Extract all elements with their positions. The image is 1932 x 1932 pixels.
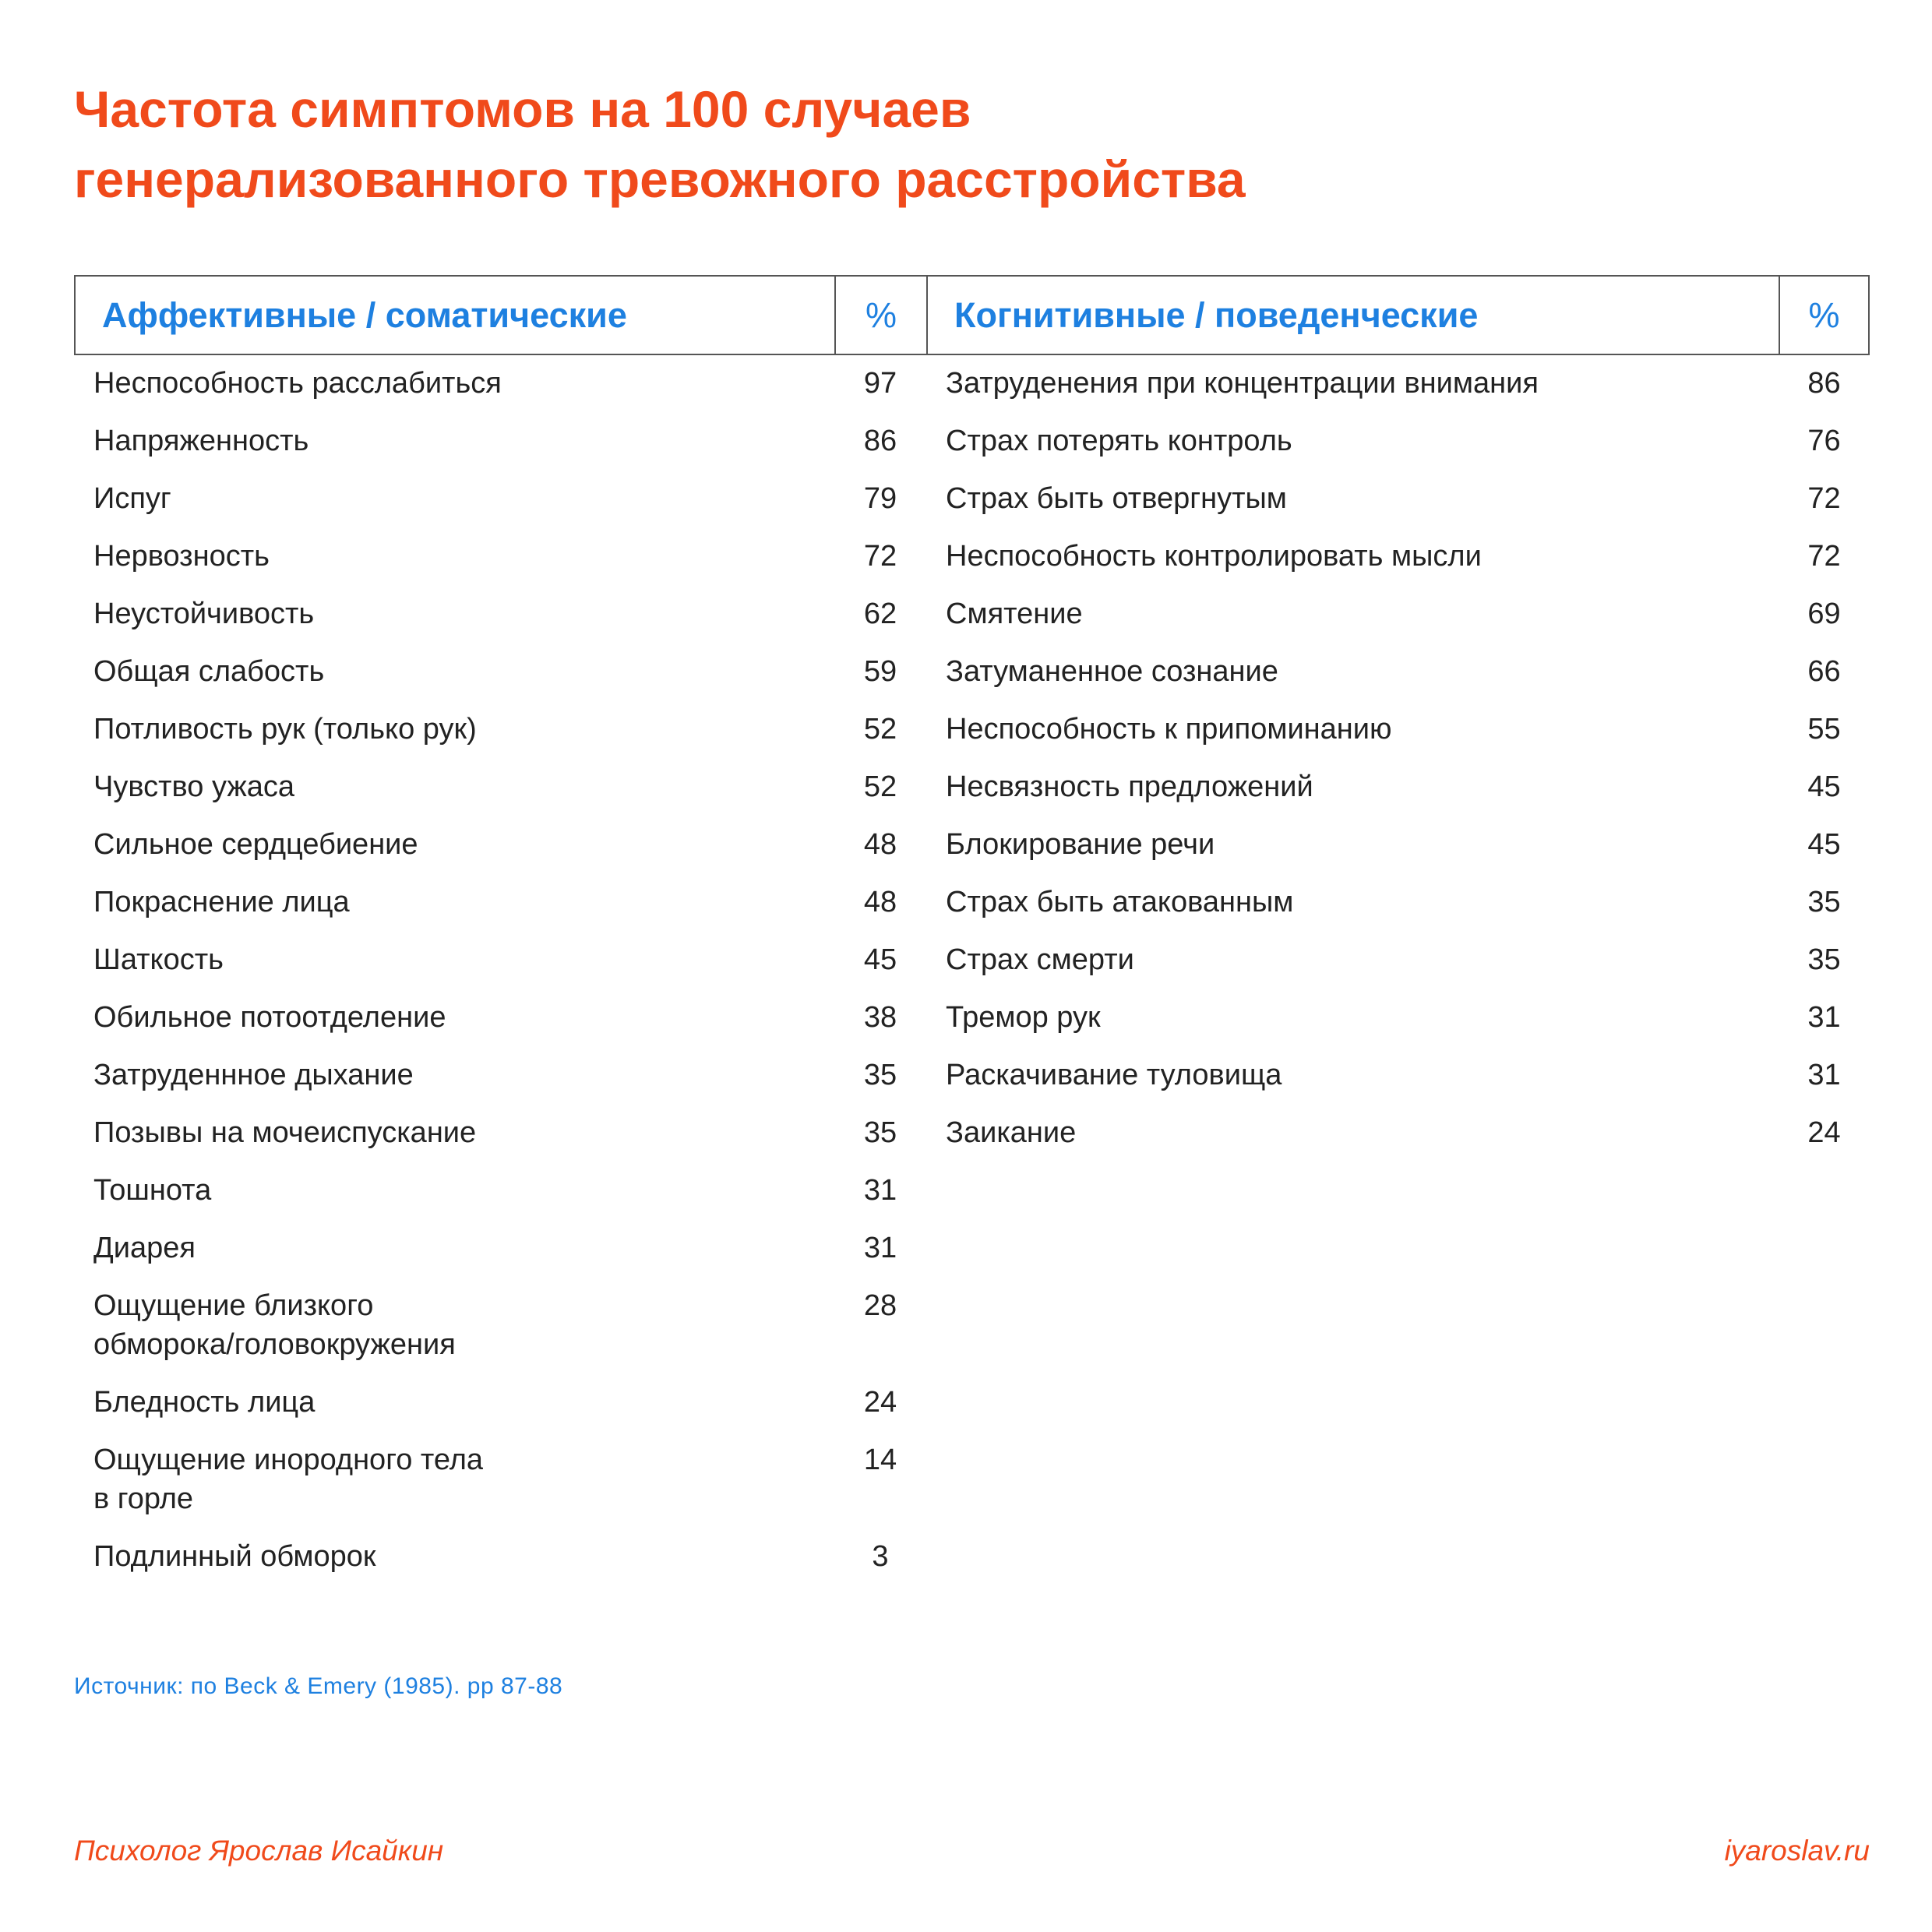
source-citation: Источник: по Beck & Emery (1985). pp 87-88 — [74, 1673, 563, 1699]
symptom-percent: 24 — [1807, 1116, 1841, 1149]
symptom-name: Страх потерять контроль — [946, 425, 1292, 457]
table-row — [74, 528, 926, 586]
symptom-percent: 45 — [1807, 828, 1841, 861]
symptom-name: Напряженность — [93, 425, 309, 457]
table-row — [74, 874, 926, 932]
symptom-percent: 3 — [872, 1540, 889, 1573]
symptom-percent: 62 — [863, 598, 897, 630]
table-row — [74, 1105, 926, 1162]
right-column-header: Когнитивные / поведенческие — [928, 277, 1780, 354]
table-row — [74, 1220, 926, 1278]
symptom-name: Чувство ужаса — [93, 770, 295, 803]
left-column-header: Аффективные / соматические — [76, 277, 836, 354]
symptom-name: Неспособность контролировать мысли — [946, 540, 1482, 573]
table-row — [926, 701, 1870, 759]
table-row — [926, 1105, 1870, 1162]
symptom-percent: 31 — [1807, 1001, 1841, 1034]
table-row — [74, 1162, 926, 1220]
table-header — [74, 275, 1870, 355]
symptom-percent: 35 — [863, 1116, 897, 1149]
symptom-percent: 66 — [1807, 655, 1841, 688]
symptom-percent: 86 — [1807, 367, 1841, 400]
symptom-name: Неустойчивость — [93, 598, 315, 630]
symptom-percent: 72 — [1807, 482, 1841, 515]
symptom-name: Сильное сердцебиение — [93, 828, 418, 861]
symptom-name: Испуг — [93, 482, 171, 515]
symptom-percent: 31 — [1807, 1059, 1841, 1091]
author-name: Психолог Ярослав Исайкин — [74, 1835, 444, 1867]
table-row — [74, 643, 926, 701]
symptom-percent: 48 — [863, 828, 897, 861]
symptom-name: Неспособность расслабиться — [93, 367, 502, 400]
site-link[interactable]: iyaroslav.ru — [1724, 1835, 1870, 1867]
symptom-name: Позывы на мочеиспускание — [93, 1116, 477, 1149]
symptom-name: Тремор рук — [946, 1001, 1101, 1034]
symptom-name: Диарея — [93, 1232, 196, 1264]
symptom-percent: 52 — [863, 770, 897, 803]
left-percent-header: % — [836, 277, 928, 354]
right-percent-header: % — [1808, 294, 1840, 335]
table-row — [74, 932, 926, 989]
table-row — [926, 1047, 1870, 1105]
table-row — [74, 816, 926, 874]
symptom-percent: 24 — [863, 1386, 897, 1419]
symptom-percent: 31 — [863, 1174, 897, 1207]
symptom-percent: 72 — [863, 540, 897, 573]
symptom-percent: 35 — [1807, 943, 1841, 976]
symptom-name: Раскачивание туловища — [946, 1059, 1282, 1091]
symptom-percent: 86 — [863, 425, 897, 457]
symptom-percent: 55 — [1807, 713, 1841, 746]
symptom-name: Покраснение лица — [93, 886, 350, 918]
table-row — [926, 932, 1870, 989]
symptom-percent: 97 — [863, 367, 897, 400]
symptom-name: Бледность лица — [93, 1386, 316, 1419]
symptom-percent: 69 — [1807, 598, 1841, 630]
symptom-name: Тошнота — [93, 1174, 212, 1207]
title-line-2: генерализованного тревожного расстройства — [74, 150, 1246, 208]
symptom-name: Ощущение инородного тела в горле — [93, 1444, 484, 1515]
symptom-percent: 28 — [863, 1289, 897, 1322]
table-row — [74, 413, 926, 471]
symptom-name: Нервозность — [93, 540, 270, 573]
symptom-name: Несвязность предложений — [946, 770, 1313, 803]
symptom-percent: 48 — [863, 886, 897, 918]
symptom-percent: 38 — [863, 1001, 897, 1034]
symptom-name: Общая слабость — [93, 655, 325, 688]
symptom-percent: 52 — [863, 713, 897, 746]
symptom-name: Смятение — [946, 598, 1083, 630]
symptom-percent: 31 — [863, 1232, 897, 1264]
symptom-percent: 76 — [1807, 425, 1841, 457]
symptom-name: Заикание — [946, 1116, 1077, 1149]
table-row — [74, 1374, 926, 1432]
symptom-name: Неспособность к припоминанию — [946, 713, 1392, 746]
symptom-name: Потливость рук (только рук) — [93, 713, 477, 746]
page-title — [74, 74, 1788, 214]
left-column — [74, 355, 926, 1586]
symptom-percent: 59 — [863, 655, 897, 688]
table-row — [74, 759, 926, 816]
table-row — [926, 355, 1870, 413]
table-row — [926, 874, 1870, 932]
right-column — [926, 355, 1870, 1162]
symptom-name: Страх смерти — [946, 943, 1134, 976]
symptom-name: Страх быть отвергнутым — [946, 482, 1287, 515]
table-row — [74, 1278, 926, 1374]
symptom-percent: 45 — [863, 943, 897, 976]
symptom-name: Страх быть атакованным — [946, 886, 1294, 918]
table-row — [926, 643, 1870, 701]
table-row — [926, 586, 1870, 643]
symptom-name: Ощущение близкого обморока/головокружения — [93, 1289, 456, 1361]
symptom-percent: 14 — [863, 1444, 897, 1476]
table-row — [74, 471, 926, 528]
table-row — [926, 528, 1870, 586]
table-row — [926, 759, 1870, 816]
table-row — [926, 471, 1870, 528]
symptom-name: Подлинный обморок — [93, 1540, 376, 1573]
table-row — [74, 1047, 926, 1105]
symptom-percent: 35 — [1807, 886, 1841, 918]
symptom-percent: 35 — [863, 1059, 897, 1091]
table-row — [926, 413, 1870, 471]
symptom-percent: 79 — [863, 482, 897, 515]
symptom-percent: 72 — [1807, 540, 1841, 573]
symptom-name: Затруденения при концентрации внимания — [946, 367, 1539, 400]
symptom-name: Затруденнное дыхание — [93, 1059, 414, 1091]
table-row — [74, 701, 926, 759]
table-row — [74, 1432, 926, 1528]
title-line-1: Частота симптомов на 100 случаев — [74, 80, 971, 138]
symptom-percent: 45 — [1807, 770, 1841, 803]
table-row — [74, 989, 926, 1047]
symptom-name: Обильное потоотделение — [93, 1001, 446, 1034]
table-row — [74, 355, 926, 413]
symptom-name: Блокирование речи — [946, 828, 1215, 861]
table-row — [74, 586, 926, 643]
symptom-name: Шаткость — [93, 943, 224, 976]
table-row — [926, 816, 1870, 874]
table-row — [74, 1528, 926, 1586]
table-row — [926, 989, 1870, 1047]
symptom-name: Затуманенное сознание — [946, 655, 1278, 688]
